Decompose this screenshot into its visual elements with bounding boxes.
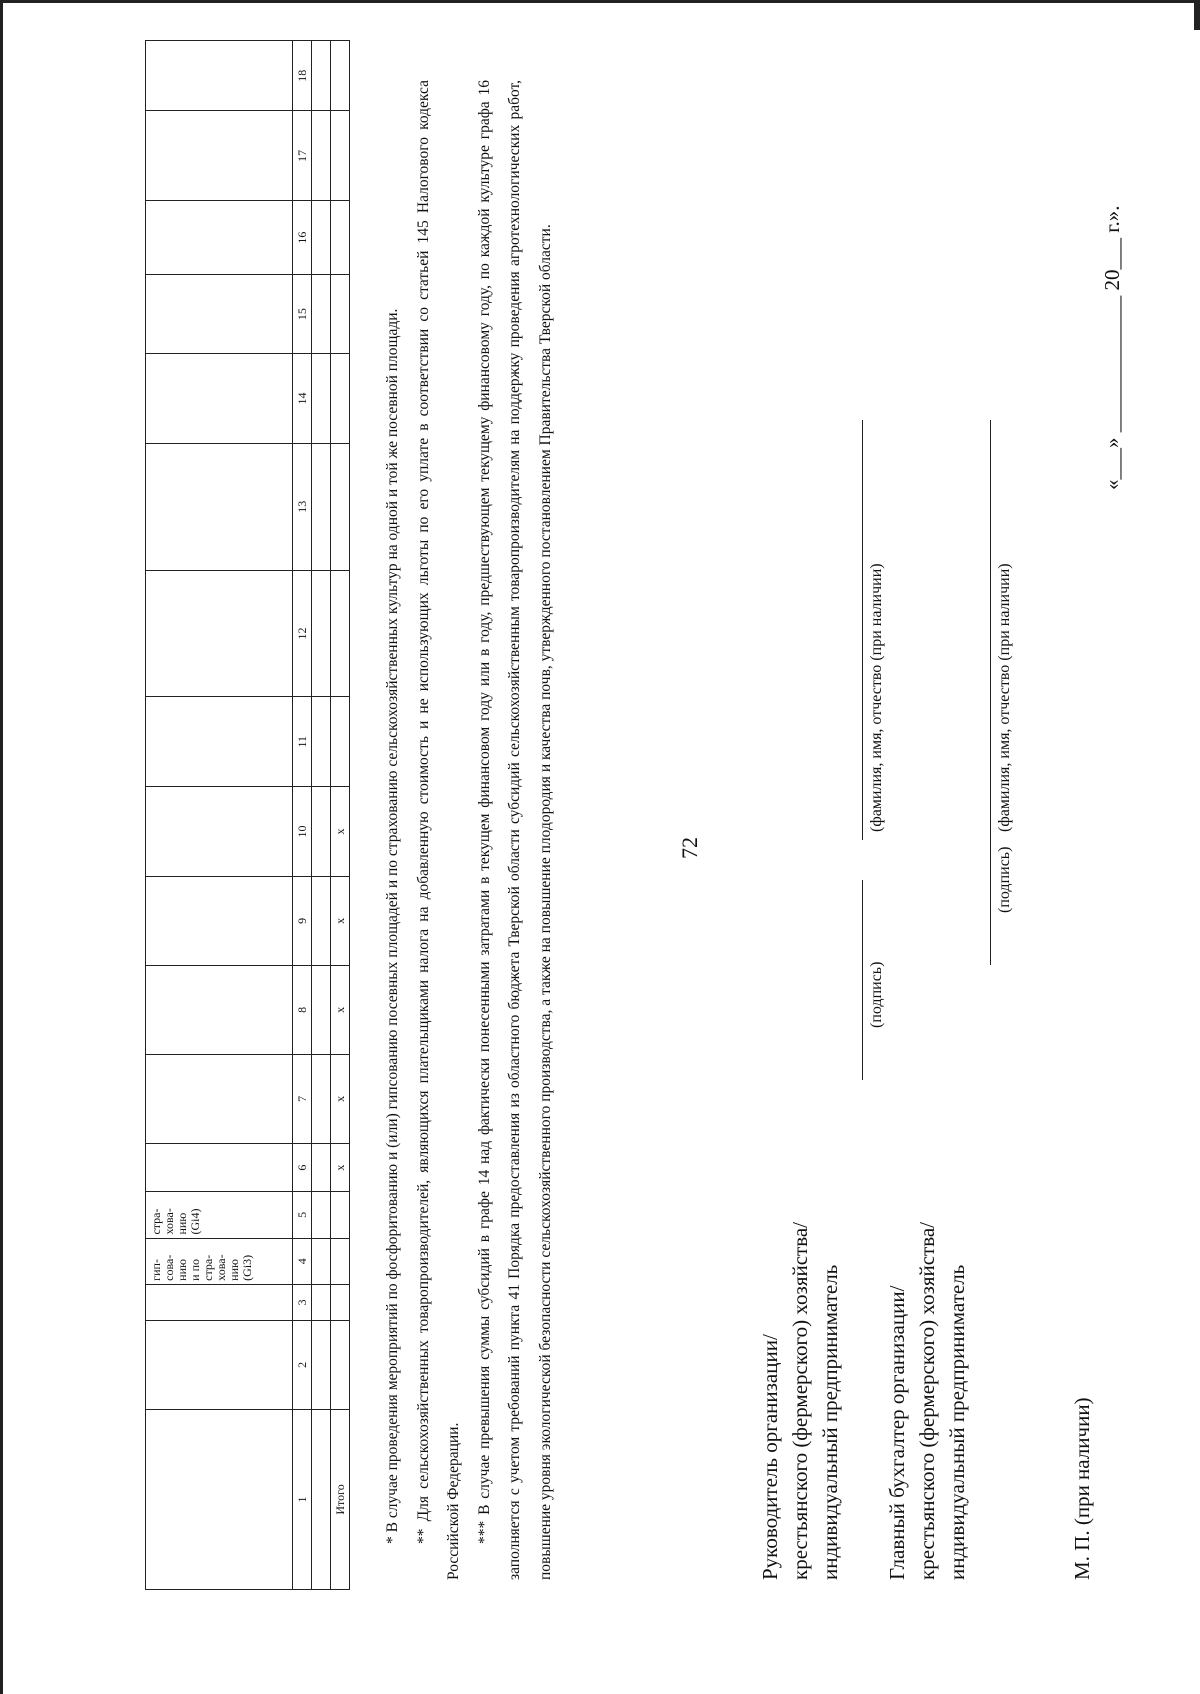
rotated-page bbox=[110, 40, 1170, 1640]
header-cell bbox=[146, 41, 293, 111]
head-signature-caption: (подпись) bbox=[868, 961, 885, 1028]
header-cell bbox=[146, 275, 293, 354]
column-number: 2 bbox=[293, 1320, 312, 1409]
header-text: хова- bbox=[162, 1208, 176, 1235]
table-cell: x bbox=[331, 1054, 350, 1143]
table-cell bbox=[331, 443, 350, 570]
header-cell bbox=[146, 965, 293, 1054]
table-cell bbox=[331, 1284, 350, 1320]
table-cell: x bbox=[331, 787, 350, 877]
header-text: гип- bbox=[149, 1259, 163, 1281]
header-text: хова- bbox=[214, 1254, 228, 1281]
table-cell bbox=[331, 201, 350, 275]
header-text: стра- bbox=[149, 1208, 163, 1235]
accountant-name-line bbox=[990, 420, 991, 840]
header-text: и по bbox=[188, 1258, 202, 1281]
column-number: 15 bbox=[293, 275, 312, 354]
column-number: 13 bbox=[293, 443, 312, 570]
column-number: 14 bbox=[293, 354, 312, 444]
column-number: 5 bbox=[293, 1192, 312, 1238]
column-number: 10 bbox=[293, 787, 312, 877]
head-title-line: крестьянского (фермерского) хозяйства/ bbox=[788, 1221, 812, 1580]
column-number: 1 bbox=[293, 1409, 312, 1589]
column-number: 8 bbox=[293, 965, 312, 1054]
subsidy-table bbox=[145, 40, 350, 1590]
total-row bbox=[331, 41, 350, 1590]
column-number: 9 bbox=[293, 876, 312, 965]
table-cell: x bbox=[331, 1143, 350, 1191]
table-cell bbox=[331, 275, 350, 354]
total-label: Итого bbox=[331, 1409, 350, 1589]
footnote-2: ** Для сельскохозяйственных товаропроизводителей, являющихся плательщиками налога на добавленную стоимость и не использующих льготы по его уплате в соответствии со статьей 145 Налогового кодекса Российской Федерации. bbox=[414, 80, 462, 1580]
table-cell bbox=[331, 570, 350, 697]
head-name-line bbox=[862, 420, 863, 840]
header-cell-insurance bbox=[146, 1192, 293, 1238]
footnote-1: * В случае проведения мероприятий по фосфоритованию и (или) гипсованию посевных площадей и по страхованию сельскохозяйственных культур на одной и той же посевной площади. bbox=[384, 308, 401, 1544]
footnotes bbox=[378, 80, 561, 1580]
footnote-3: *** В случае превышения суммы субсидий в графе 14 над фактически понесенными затратами в текущем финансовом году или в году, предшествующем текущему финансовому году, по каждой культуре графа 16 заполняется с учетом требований пункта 41 Порядка предоставления из областного бюджета Тверской области субсидий сельскохозяйственным товаропроизводителям на поддержку проведения агротехнологических работ, повышение уровня экологической безопасности сельскохозяйственного производства, а также на повышение плодородия и качества почв, утвержденного постановлением Правительства Тверской области. bbox=[475, 80, 554, 1580]
header-text: нию bbox=[175, 1212, 189, 1235]
table-cell bbox=[331, 111, 350, 201]
date-line: «___» _____________ 20___ г.». bbox=[1100, 205, 1124, 490]
scan-edge-notch bbox=[1194, 0, 1200, 30]
header-cell bbox=[146, 787, 293, 877]
head-title bbox=[755, 1222, 845, 1580]
head-signature-line bbox=[862, 880, 863, 1080]
accountant-name-caption: (фамилия, имя, отчество (при наличии) bbox=[996, 563, 1013, 832]
table-cell bbox=[331, 1192, 350, 1238]
accountant-title-line: крестьянского (фермерского) хозяйства/ bbox=[915, 1221, 939, 1580]
column-number-row bbox=[293, 41, 312, 1590]
header-text: (Gi3) bbox=[240, 1254, 254, 1281]
header-cell bbox=[146, 1284, 293, 1320]
column-number: 18 bbox=[293, 41, 312, 111]
head-name-caption: (фамилия, имя, отчество (при наличии) bbox=[868, 563, 885, 832]
column-number: 11 bbox=[293, 697, 312, 787]
accountant-title-line: Главный бухгалтер организации/ bbox=[885, 1285, 909, 1580]
header-cell bbox=[146, 1320, 293, 1409]
table-cell: x bbox=[331, 965, 350, 1054]
table-row bbox=[312, 41, 331, 1590]
head-title-line: индивидуальный предприниматель bbox=[818, 1264, 842, 1580]
accountant-signature-caption: (подпись) bbox=[996, 846, 1013, 913]
accountant-title bbox=[882, 1222, 972, 1580]
column-number: 6 bbox=[293, 1143, 312, 1191]
table-cell bbox=[331, 1320, 350, 1409]
header-text: стра- bbox=[201, 1254, 215, 1281]
column-number: 7 bbox=[293, 1054, 312, 1143]
page-number: 72 bbox=[677, 837, 702, 859]
column-number: 16 bbox=[293, 201, 312, 275]
table-cell: x bbox=[331, 876, 350, 965]
accountant-title-line: индивидуальный предприниматель bbox=[945, 1264, 969, 1580]
stamp-placeholder: М. П. (при наличии) bbox=[1070, 1397, 1094, 1580]
table-cell bbox=[331, 1238, 350, 1284]
header-text: нию bbox=[175, 1259, 189, 1281]
column-number: 12 bbox=[293, 570, 312, 697]
header-cell-gypsum-insurance bbox=[146, 1238, 293, 1284]
header-cell bbox=[146, 697, 293, 787]
table-cell bbox=[331, 41, 350, 111]
column-number: 17 bbox=[293, 111, 312, 201]
scan-edge-top bbox=[0, 0, 1200, 3]
table-header-row bbox=[146, 41, 293, 1590]
header-cell bbox=[146, 876, 293, 965]
header-cell bbox=[146, 354, 293, 444]
header-cell bbox=[146, 1143, 293, 1191]
table-cell bbox=[331, 697, 350, 787]
header-cell bbox=[146, 1054, 293, 1143]
header-cell bbox=[146, 1409, 293, 1589]
scan-edge-left bbox=[0, 0, 3, 1694]
table-cell bbox=[331, 354, 350, 444]
header-cell bbox=[146, 570, 293, 697]
header-cell bbox=[146, 201, 293, 275]
column-number: 3 bbox=[293, 1284, 312, 1320]
header-cell bbox=[146, 443, 293, 570]
header-cell bbox=[146, 111, 293, 201]
head-title-line: Руководитель организации/ bbox=[758, 1334, 782, 1580]
column-number: 4 bbox=[293, 1238, 312, 1284]
header-text: сова- bbox=[162, 1254, 176, 1281]
header-text: нию bbox=[227, 1259, 241, 1281]
header-text: (Gi4) bbox=[188, 1208, 202, 1235]
